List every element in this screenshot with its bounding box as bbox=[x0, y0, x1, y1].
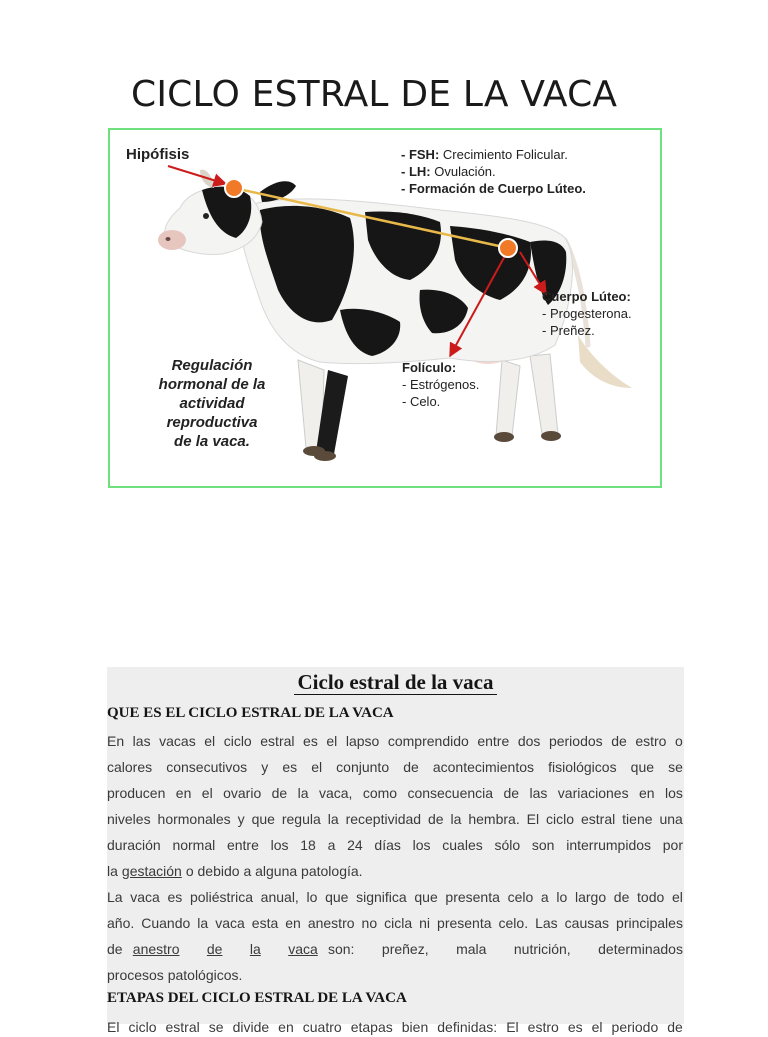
cow-hormone-diagram bbox=[108, 128, 662, 488]
page-title: CICLO ESTRAL DE LA VACA bbox=[131, 74, 618, 115]
paragraph-line: En las vacas el ciclo estral es el lapso comprendido entre dos periodos de estro o bbox=[107, 733, 683, 749]
hormone-item: - FSH: Crecimiento Folicular. bbox=[401, 147, 568, 162]
hormone-item: - Formación de Cuerpo Lúteo. bbox=[401, 181, 586, 196]
paragraph-line: de anestro de la vaca son: preñez, mala nutrición, determinados bbox=[107, 941, 683, 957]
hormone-list bbox=[401, 146, 586, 197]
paragraph-line: la gestación o debido a alguna patología. bbox=[107, 863, 363, 879]
paragraph-line: año. Cuando la vaca esta en anestro no cicla ni presenta celo. Las causas principales bbox=[107, 915, 683, 931]
hipofisis-label: Hipófisis bbox=[126, 146, 190, 163]
hipofisis-arrow bbox=[168, 166, 226, 184]
gestacion-link[interactable]: gestación bbox=[121, 863, 182, 879]
paragraph-line: producen en el ovario de la vaca, como consecuencia de las variaciones en los bbox=[107, 785, 683, 801]
hipofisis-marker bbox=[225, 179, 243, 197]
anestro-link[interactable]: anestro de la vaca bbox=[132, 941, 318, 957]
cuerpo-luteo-label: Cuerpo Lúteo: - Progesterona. - Preñez. bbox=[542, 289, 632, 338]
foliculo-label: Folículo: - Estrógenos. - Celo. bbox=[402, 360, 480, 409]
ovary-marker bbox=[499, 239, 517, 257]
paragraph-line: niveles hormonales y que regula la receptividad de la hembra. El ciclo estral tiene una bbox=[107, 811, 683, 827]
section-heading: ETAPAS DEL CICLO ESTRAL DE LA VACA bbox=[107, 990, 407, 1006]
paragraph-line: La vaca es poliéstrica anual, lo que significa que presenta celo a lo largo de todo el bbox=[107, 889, 683, 905]
paragraph-line: procesos patológicos. bbox=[107, 967, 243, 983]
document-excerpt bbox=[107, 667, 684, 1035]
paragraph-line: El ciclo estral se divide en cuatro etapas bien definidas: El estro es el periodo de bbox=[107, 1019, 683, 1035]
document-title: Ciclo estral de la vaca bbox=[107, 670, 684, 695]
paragraph-line: calores consecutivos y es el conjunto de acontecimientos fisiológicos que se bbox=[107, 759, 683, 775]
section-heading: QUE ES EL CICLO ESTRAL DE LA VACA bbox=[107, 705, 394, 721]
hormone-item: - LH: Ovulación. bbox=[401, 164, 496, 179]
paragraph-line: duración normal entre los 18 a 24 días los cuales sólo son interrumpidos por bbox=[107, 837, 683, 853]
figure-caption: Regulación hormonal de la actividad reproductiva de la vaca. bbox=[158, 357, 266, 450]
